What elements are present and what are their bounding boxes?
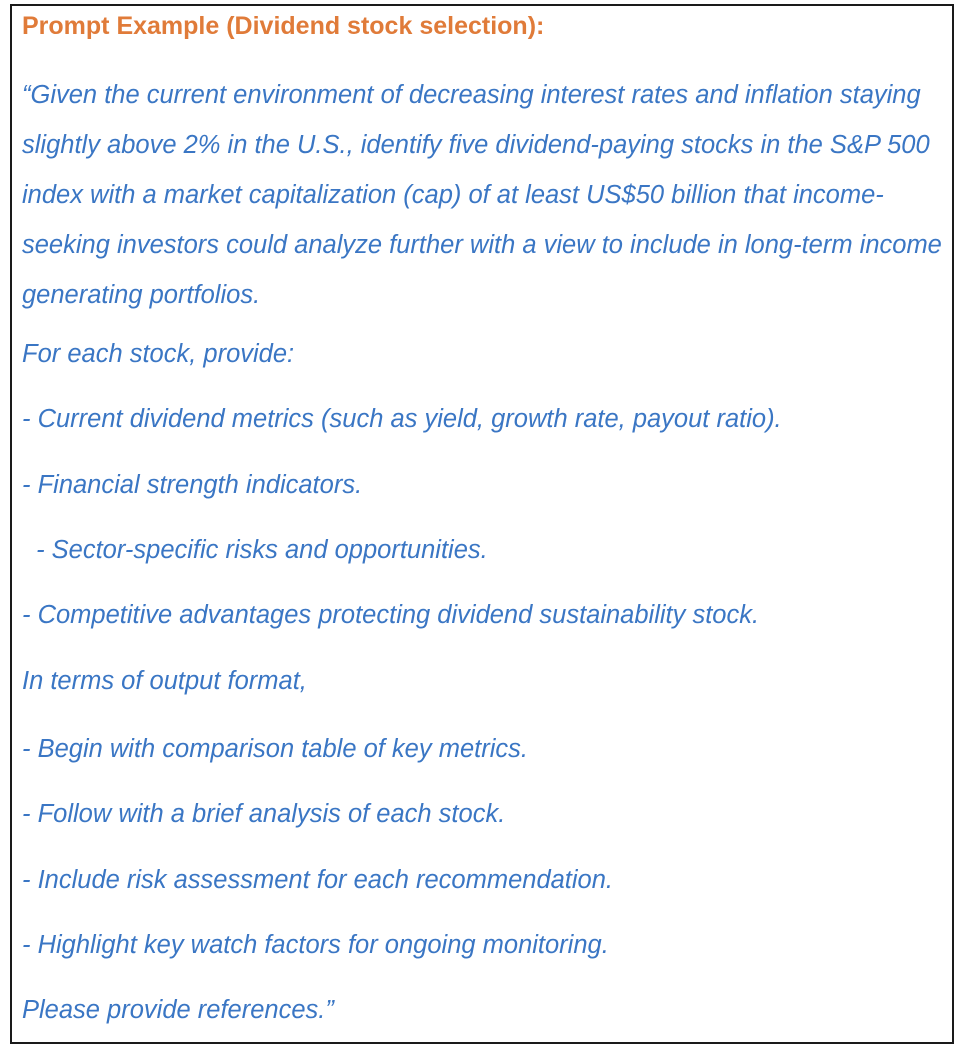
prompt-line: - Follow with a brief analysis of each stock. [22, 800, 506, 828]
prompt-line: - Sector-specific risks and opportunities. [29, 536, 488, 564]
prompt-line: Please provide references.” [22, 996, 334, 1024]
prompt-line: For each stock, provide: [22, 340, 295, 368]
prompt-line: - Competitive advantages protecting dividend sustainability stock. [22, 601, 760, 629]
prompt-line: - Current dividend metrics (such as yield, growth rate, payout ratio). [22, 405, 782, 433]
prompt-line: - Include risk assessment for each recommendation. [22, 866, 614, 894]
prompt-line: In terms of output format, [22, 667, 307, 695]
prompt-line: - Financial strength indicators. [22, 471, 363, 499]
prompt-title: Prompt Example (Dividend stock selection): [22, 12, 545, 40]
prompt-line: - Highlight key watch factors for ongoing monitoring. [22, 931, 609, 959]
prompt-intro: “Given the current environment of decreasing interest rates and inflation staying slightly above 2% in the U.S., identify five dividend-paying stocks in the S&P 500 index with a market capitalization (cap) of at least US$50 billion that income-seeking investors could analyze further with a view to include in long-term income generating portfolios. [22, 81, 942, 309]
prompt-line: - Begin with comparison table of key metrics. [22, 735, 528, 763]
